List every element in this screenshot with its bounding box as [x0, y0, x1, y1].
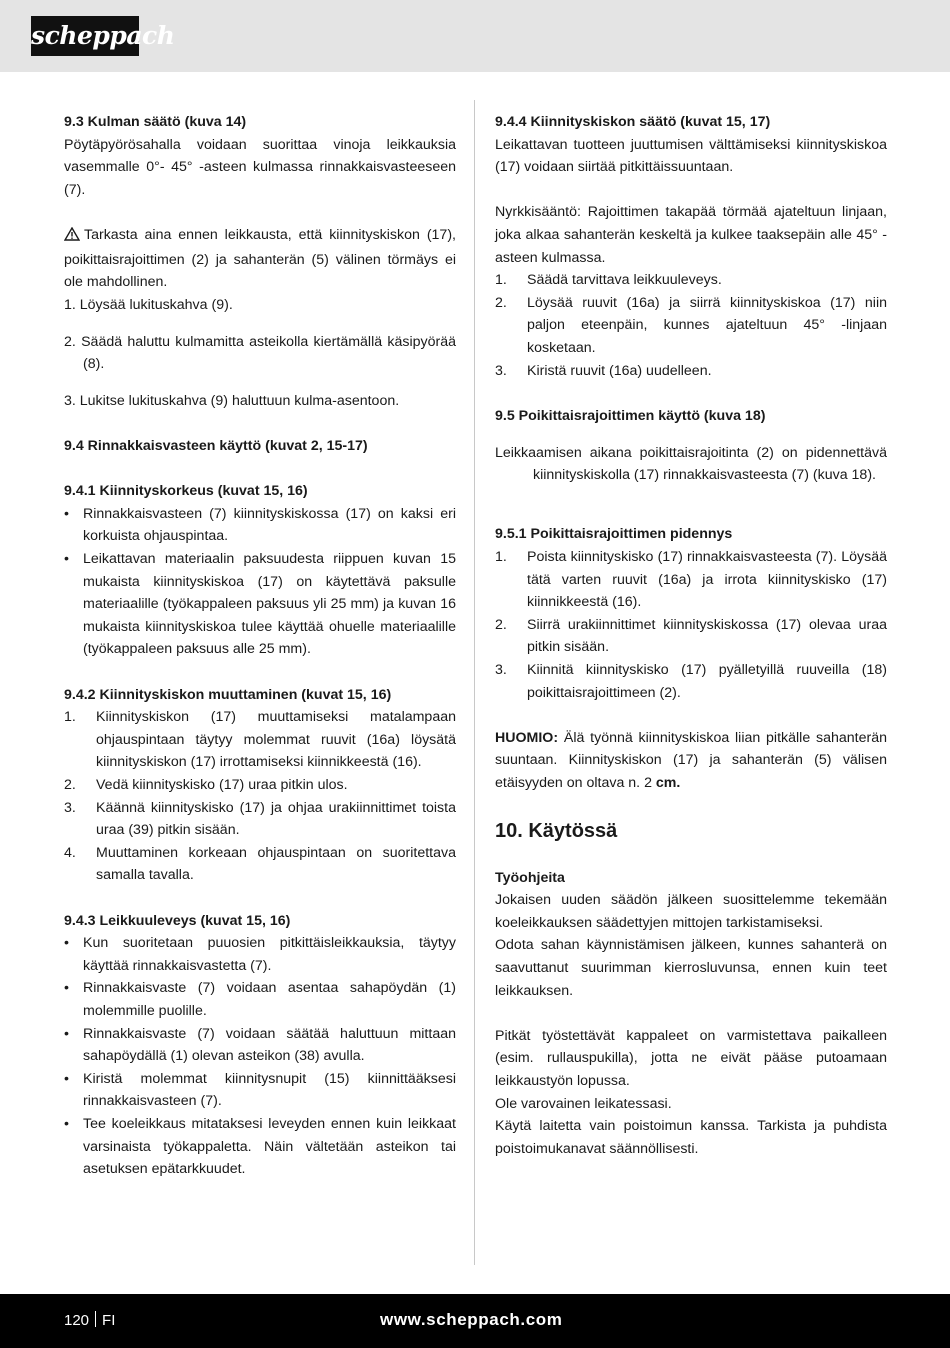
list-item: 3. Kiinnitä kiinnityskisko (17) pyälletyillä ruuveilla (18) poikittaisrajoittimeen (2).	[495, 662, 887, 701]
column-divider	[474, 100, 475, 1265]
list-item: • Rinnakkaisvaste (7) voidaan säätää haluttuun mittaan sahapöydällä (1) olevan asteikon (38) avulla.	[64, 1023, 456, 1068]
section-heading-9-5: 9.5 Poikittaisrajoittimen käyttö (kuva 18)	[495, 407, 766, 424]
section-heading-9-5-1: 9.5.1 Poikittaisrajoittimen pidennys	[495, 526, 733, 543]
list-item: • Kiristä molemmat kiinnitysnupit (15) kiinnittääksesi rinnakkaisvasteen (7).	[64, 1068, 456, 1113]
note-label: HUOMIO:	[495, 729, 559, 746]
subheading: Työohjeita	[495, 869, 565, 886]
list-item: 1. Säädä tarvittava leikkuuleveys.	[495, 272, 722, 289]
list-item: 2. Säädä haluttu kulmamitta asteikolla kiertämällä käsipyörää (8).	[64, 333, 456, 373]
section-heading-9-4-3: 9.4.3 Leikkuuleveys (kuvat 15, 16)	[64, 912, 291, 929]
rule-paragraph: Nyrkkisääntö: Rajoittimen takapää törmää ajateltuun linjaan, joka alkaa sahanterän keskeltä ja kulkee taaksepäin alle 45° -asteen kulmassa.	[495, 204, 887, 266]
paragraph: Käytä laitetta vain poistoimun kanssa. Tarkista ja puhdista poistoimukanavat säännöllisesti.	[495, 1118, 887, 1157]
paragraph: Leikattavan tuotteen juuttumisen välttämiseksi kiinnityskiskoa (17) voidaan siirtää pitkittäissuuntaan.	[495, 136, 887, 176]
paragraph: Pitkät työstettävät kappaleet on varmistettava paikalleen (esim. rullauspukilla), jotta ne eivät pääse putoamaan leikkaustyön lopussa.	[495, 1027, 887, 1089]
list-item: 2. Vedä kiinnityskisko (17) uraa pitkin ulos.	[64, 777, 348, 793]
list-item: • Rinnakkaisvasteen (7) kiinnityskiskossa (17) on kaksi eri korkuista ohjauspintaa.	[64, 503, 456, 548]
warning-text: Tarkasta aina ennen leikkausta, että kiinnityskiskon (17), poikittaisrajoittimen (2) ja sahanterän (5) välinen törmäys ei ole mahdollinen.	[64, 226, 456, 291]
section-heading-9-4-2: 9.4.2 Kiinnityskiskon muuttaminen (kuvat 15, 16)	[64, 686, 392, 703]
bullet-marker: •	[64, 935, 69, 952]
paragraph: Leikkaamisen aikana poikittaisrajoitinta (2) on pidennettävä kiinnityskiskolla (17) rinnakkaisvasteesta (7) (kuva 18).	[495, 444, 887, 484]
website-link[interactable]: www.scheppach.com	[380, 1310, 563, 1329]
note-paragraph: HUOMIO: Älä työnnä kiinnityskiskoa liian pitkälle sahanterän suuntaan. Kiinnityskiskon (17) ja sahanterän (5) välisen etäisyyden on oltava n. 2 cm.	[495, 729, 887, 791]
list-item: 4. Muuttaminen korkeaan ohjauspintaan on suoritettava samalla tavalla.	[64, 844, 456, 884]
paragraph: Jokaisen uuden säädön jälkeen suosittelemme tekemään koeleikkauksen säädettyjen mittojen tarkistamiseksi.	[495, 892, 887, 931]
list-item: 3. Kiristä ruuvit (16a) uudelleen.	[495, 362, 712, 379]
bullet-marker: •	[64, 1070, 69, 1087]
page-number: 120 FI	[64, 1312, 116, 1329]
paragraph: Odota sahan käynnistämisen jälkeen, kunnes sahanterä on saavuttanut suurimman kierrosluvunsa, ennen kuin teet leikkauksen.	[495, 937, 887, 999]
section-heading-9-4-4: 9.4.4 Kiinnityskiskon säätö (kuvat 15, 17)	[495, 114, 771, 130]
list-item: • Kun suoritetaan puuosien pitkittäisleikkauksia, täytyy käyttää rinnakkaisvastetta (7).	[64, 932, 456, 977]
list-item: • Leikattavan materiaalin paksuudesta riippuen kuvan 15 mukaista kiinnityskiskoa (17) on käytettävä paksulle materiaalille (työkappaleen paksuus yli 25 mm) ja kuvan 16 mukaista kiinnityskiskoa tulee käyttää ohuelle materiaalille (työkappaleen paksuus alle 25 mm).	[64, 548, 456, 661]
list-item: 1. Löysää lukituskahva (9).	[64, 296, 233, 313]
list-item: • Rinnakkaisvaste (7) voidaan asentaa sahapöydän (1) molemmille puolille.	[64, 977, 456, 1022]
list-item: 1. Poista kiinnityskisko (17) rinnakkaisvasteesta (7). Löysää tätä varten ruuvit (16a) ja irrota kiinnityskisko (17) kiinnikkeestä (16).	[495, 549, 887, 611]
list-item: 3. Lukitse lukituskahva (9) haluttuun kulma-asentoon.	[64, 392, 400, 409]
bullet-marker: •	[64, 551, 69, 568]
bullet-marker: •	[64, 1025, 69, 1042]
bullet-marker: •	[64, 1115, 69, 1132]
section-heading-9-3: 9.3 Kulman säätö (kuva 14)	[64, 114, 247, 130]
paragraph: Pöytäpyörösahalla voidaan suorittaa vinoja leikkauksia vasemmalle 0°- 45° -asteen kulmassa rinnakkaisvasteeseen (7).	[64, 136, 456, 198]
bullet-marker: •	[64, 505, 69, 522]
right-column	[495, 111, 887, 1160]
list-item: 2. Löysää ruuvit (16a) ja siirrä kiinnityskiskoa (17) niin paljon eteenpäin, kunnes ajateltuun 45° -linjaan kosketaan.	[495, 294, 887, 356]
chapter-title: 10. Käytössä	[495, 819, 618, 842]
list-item: • Tee koeleikkaus mitataksesi leveyden ennen kuin leikkaat varsinaista työkappaletta. Näin vältetään asteikon tai asetuksen epätarkkuudet.	[64, 1113, 456, 1181]
section-heading-9-4: 9.4 Rinnakkaisvasteen käyttö (kuvat 2, 15-17)	[64, 438, 368, 455]
section-heading-9-4-1: 9.4.1 Kiinnityskorkeus (kuvat 15, 16)	[64, 483, 308, 500]
warning-paragraph	[64, 224, 456, 294]
left-column	[64, 111, 456, 1181]
footer-bar	[0, 1294, 950, 1348]
list-item: 2. Siirrä urakiinnittimet kiinnityskiskossa (17) olevaa uraa pitkin sisään.	[495, 616, 887, 656]
bullet-marker: •	[64, 980, 69, 997]
paragraph: Ole varovainen leikatessasi.	[495, 1095, 672, 1112]
header-bar	[0, 0, 950, 72]
warning-triangle-icon	[64, 226, 80, 249]
list-item: 3. Käännä kiinnityskisko (17) ja ohjaa urakiinnittimet toista uraa (39) pitkin sisään.	[64, 799, 456, 839]
scheppach-logo: scheppach	[31, 16, 139, 56]
list-item: 1. Kiinnityskiskon (17) muuttamiseksi matalampaan ohjauspintaan täytyy molemmat ruuvit (16a) löysätä kiinnityskiskon (17) irrottamiseksi kiinnikkeestä (16).	[64, 709, 456, 771]
